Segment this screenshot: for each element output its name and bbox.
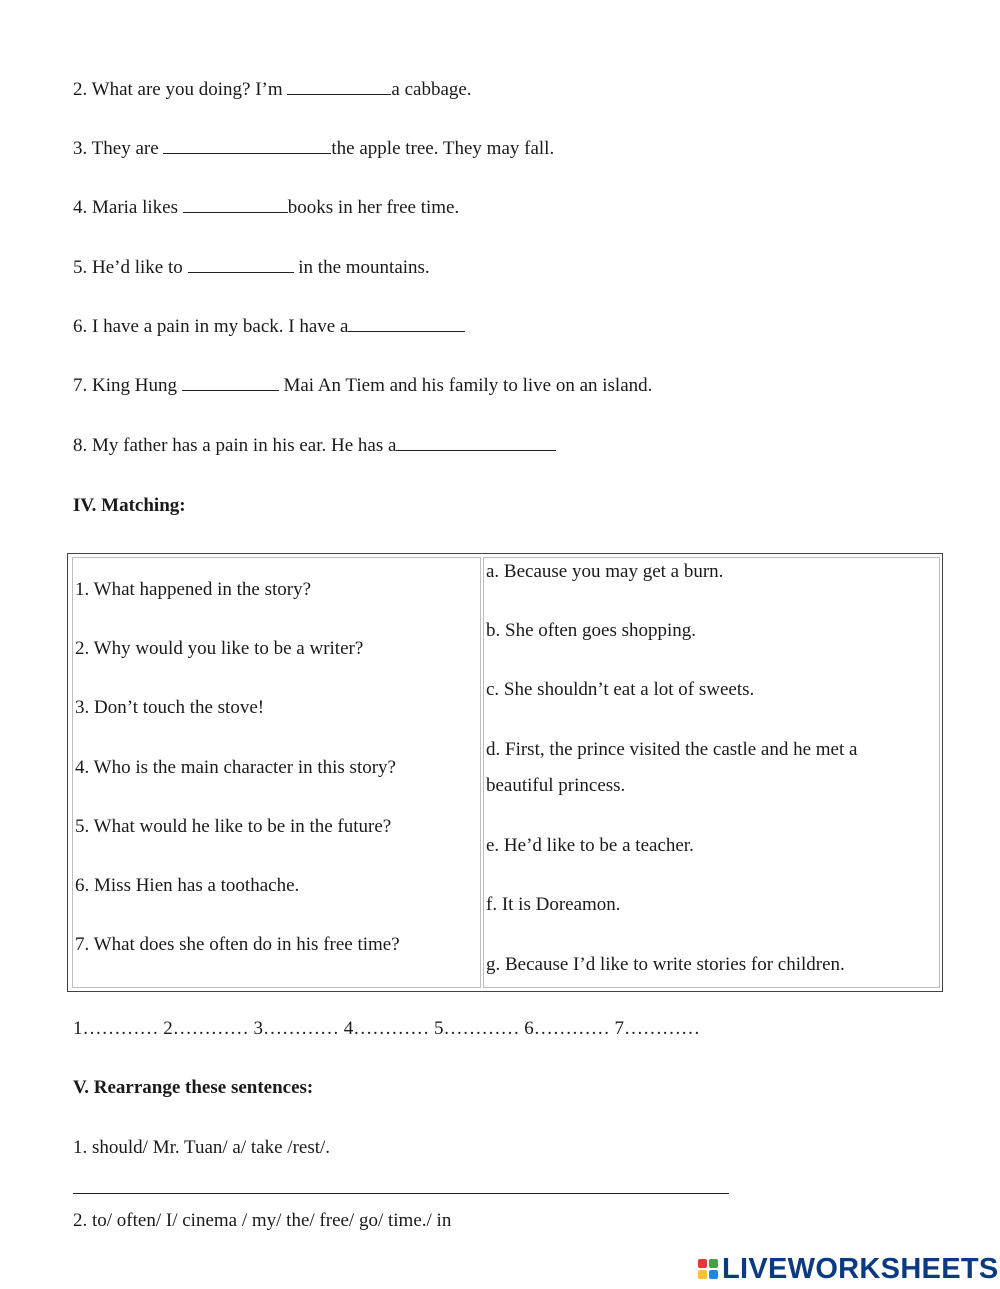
fill-in-text: the apple tree. They may fall. bbox=[331, 138, 555, 159]
answer-option: f. It is Doreamon. bbox=[486, 894, 621, 915]
answer-option: c. She shouldn’t eat a lot of sweets. bbox=[486, 679, 755, 700]
answer-option: e. He’d like to be a teacher. bbox=[486, 835, 694, 856]
matching-table bbox=[67, 553, 943, 992]
logo-square-green bbox=[709, 1259, 718, 1268]
fill-in-text: 3. They are bbox=[73, 138, 164, 159]
answer-option-continued: beautiful princess. bbox=[486, 775, 626, 796]
answer-blank[interactable] bbox=[183, 196, 288, 213]
question-item: 4. Who is the main character in this story? bbox=[75, 757, 396, 778]
fill-in-text: a cabbage. bbox=[391, 79, 472, 100]
logo-square-red bbox=[698, 1259, 707, 1268]
fill-in-item-7 bbox=[73, 374, 652, 398]
answer-blank[interactable] bbox=[188, 256, 294, 273]
fill-in-text: in the mountains. bbox=[293, 257, 430, 278]
question-item: 3. Don’t touch the stove! bbox=[75, 697, 265, 718]
question-item: 6. Miss Hien has a toothache. bbox=[75, 875, 300, 896]
fill-in-item-5 bbox=[73, 256, 430, 280]
fill-in-text: books in her free time. bbox=[287, 197, 460, 218]
fill-in-text: 4. Maria likes bbox=[73, 197, 183, 218]
answer-blank[interactable] bbox=[163, 137, 331, 154]
question-item: 5. What would he like to be in the future? bbox=[75, 816, 392, 837]
answer-option: b. She often goes shopping. bbox=[486, 620, 697, 641]
fill-in-text: Mai An Tiem and his family to live on an island. bbox=[278, 375, 653, 396]
logo-text: LIVEWORKSHEETS bbox=[722, 1252, 999, 1285]
answer-option: d. First, the prince visited the castle and he met a bbox=[486, 739, 858, 760]
logo-square-blue bbox=[709, 1270, 718, 1279]
answer-blank[interactable] bbox=[182, 374, 279, 391]
rearrange-item-2: 2. to/ often/ I/ cinema / my/ the/ free/ go/ time./ in bbox=[73, 1210, 452, 1231]
liveworksheets-logo bbox=[698, 1252, 999, 1286]
fill-in-item-4 bbox=[73, 196, 459, 220]
question-item: 2. Why would you like to be a writer? bbox=[75, 638, 364, 659]
question-item: 7. What does she often do in his free time? bbox=[75, 934, 400, 955]
fill-in-item-8 bbox=[73, 434, 556, 458]
fill-in-text: 5. He’d like to bbox=[73, 257, 188, 278]
logo-square-yellow bbox=[698, 1270, 707, 1279]
section-heading-matching: IV. Matching: bbox=[73, 495, 186, 516]
section-heading-rearrange: V. Rearrange these sentences: bbox=[73, 1077, 314, 1098]
fill-in-text: 2. What are you doing? I’m bbox=[73, 79, 288, 100]
fill-in-item-2 bbox=[73, 78, 472, 102]
answer-option: g. Because I’d like to write stories for children. bbox=[486, 954, 845, 975]
rearrange-item-1: 1. should/ Mr. Tuan/ a/ take /rest/. bbox=[73, 1137, 331, 1158]
answer-line-1[interactable] bbox=[73, 1193, 729, 1194]
answers-column bbox=[483, 557, 940, 988]
fill-in-item-6 bbox=[73, 315, 465, 339]
answer-blank[interactable] bbox=[348, 315, 465, 332]
fill-in-item-3 bbox=[73, 137, 554, 161]
liveworksheets-logo-icon bbox=[698, 1259, 718, 1279]
question-item: 1. What happened in the story? bbox=[75, 579, 312, 600]
answer-blank[interactable] bbox=[396, 434, 556, 451]
matching-answer-line[interactable]: 1………… 2………… 3………… 4………… 5………… 6………… 7………… bbox=[73, 1018, 700, 1039]
fill-in-text: 8. My father has a pain in his ear. He has a bbox=[73, 435, 397, 456]
answer-option: a. Because you may get a burn. bbox=[486, 561, 724, 582]
fill-in-text: 6. I have a pain in my back. I have a bbox=[73, 316, 349, 337]
questions-column bbox=[72, 557, 481, 988]
answer-blank[interactable] bbox=[287, 78, 391, 95]
fill-in-text: 7. King Hung bbox=[73, 375, 182, 396]
